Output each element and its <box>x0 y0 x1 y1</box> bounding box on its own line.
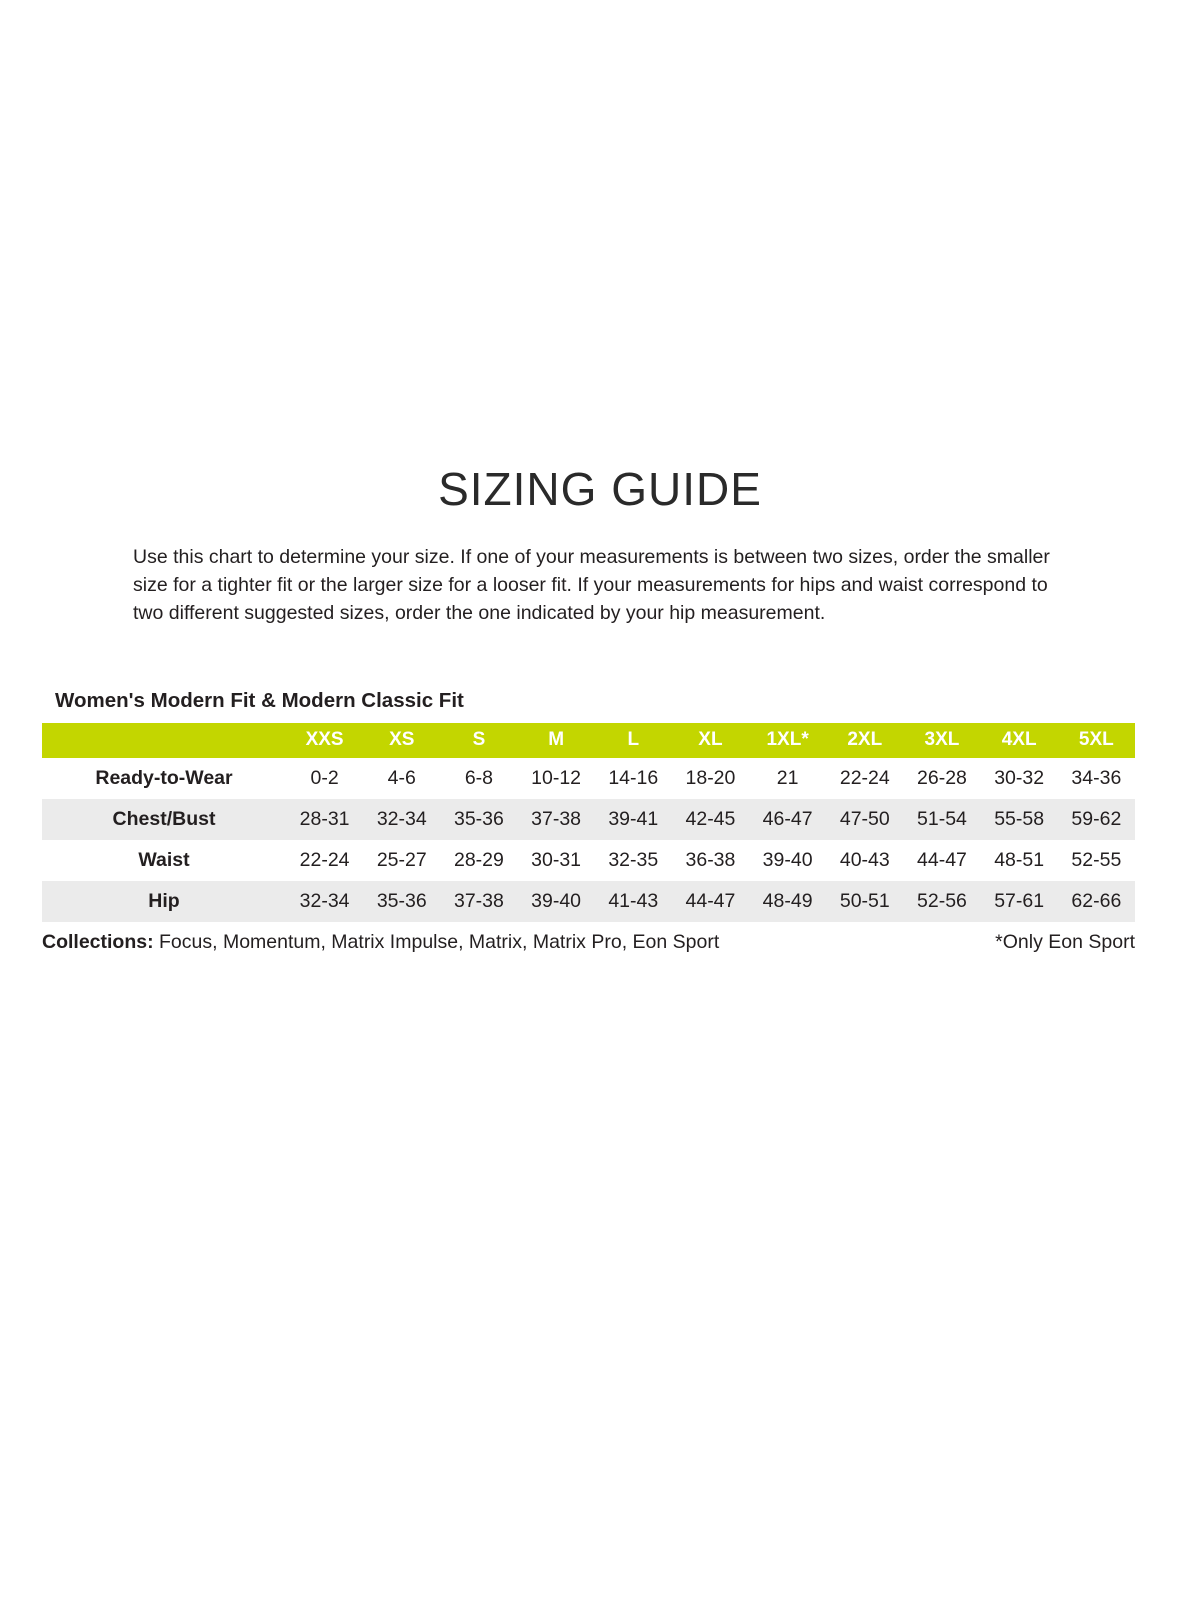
size-cell: 39-41 <box>608 807 659 830</box>
size-cell: 35-36 <box>376 889 427 912</box>
intro-text: Use this chart to determine your size. If one of your measurements is between two sizes, order the smaller size for a tighter fit or the larger size for a looser fit. If your measurements for hips and waist correspond to two different suggested sizes, order the one indicated by your hip measurement. <box>133 546 1050 624</box>
size-cell: 10-12 <box>531 766 582 789</box>
size-cell: 30-32 <box>994 766 1045 789</box>
row-label: Ready-to-Wear <box>95 766 233 789</box>
size-cell: 28-31 <box>299 807 350 830</box>
size-cell: 40-43 <box>839 848 890 871</box>
row-label: Waist <box>138 848 190 871</box>
size-table <box>42 723 1135 922</box>
size-cell: 57-61 <box>994 889 1045 912</box>
size-cell: 48-51 <box>994 848 1045 871</box>
size-cell: 32-35 <box>608 848 659 871</box>
size-cell: 30-31 <box>531 848 582 871</box>
size-table-header-row <box>42 723 1135 758</box>
size-cell: 48-49 <box>762 889 813 912</box>
size-column-header: S <box>440 723 517 758</box>
size-column-header: L <box>595 723 672 758</box>
table-row <box>42 881 1135 922</box>
size-cell: 62-66 <box>1071 889 1122 912</box>
size-column-header: 1XL* <box>749 723 826 758</box>
size-cell: 32-34 <box>376 807 427 830</box>
collections-row <box>42 931 1135 954</box>
size-cell: 55-58 <box>994 807 1045 830</box>
size-cell: 35-36 <box>453 807 504 830</box>
size-cell: 59-62 <box>1071 807 1122 830</box>
size-cell: 28-29 <box>453 848 504 871</box>
size-cell: 52-55 <box>1071 848 1122 871</box>
row-label: Chest/Bust <box>112 807 216 830</box>
size-cell: 4-6 <box>387 766 416 789</box>
size-column-header: 2XL <box>826 723 903 758</box>
size-cell: 37-38 <box>531 807 582 830</box>
size-cell: 36-38 <box>685 848 736 871</box>
size-cell: 47-50 <box>839 807 890 830</box>
size-cell: 42-45 <box>685 807 736 830</box>
size-cell: 32-34 <box>299 889 350 912</box>
size-cell: 46-47 <box>762 807 813 830</box>
size-cell: 51-54 <box>917 807 967 830</box>
page-title: SIZING GUIDE <box>438 463 762 515</box>
section-heading: Women's Modern Fit & Modern Classic Fit <box>55 689 464 712</box>
size-cell: 25-27 <box>376 848 427 871</box>
size-column-header: 5XL <box>1058 723 1135 758</box>
size-cell: 6-8 <box>464 766 494 789</box>
size-table-body <box>42 758 1135 922</box>
size-cell: 52-56 <box>917 889 967 912</box>
size-cell: 22-24 <box>299 848 350 871</box>
size-cell: 21 <box>776 766 799 789</box>
size-cell: 44-47 <box>917 848 967 871</box>
size-cell: 26-28 <box>917 766 967 789</box>
collections-list: Focus, Momentum, Matrix Impulse, Matrix, Matrix Pro, Eon Sport <box>153 930 720 953</box>
size-column-header: XL <box>672 723 749 758</box>
size-cell: 50-51 <box>839 889 890 912</box>
size-cell: 44-47 <box>685 889 736 912</box>
table-row <box>42 840 1135 881</box>
footnote: *Only Eon Sport <box>995 930 1135 953</box>
size-column-header: 4XL <box>981 723 1058 758</box>
size-column-header: XS <box>363 723 440 758</box>
size-cell: 0-2 <box>310 766 339 789</box>
size-cell: 22-24 <box>839 766 890 789</box>
size-cell: 39-40 <box>531 889 582 912</box>
size-column-header: XXS <box>286 723 363 758</box>
size-cell: 14-16 <box>608 766 659 789</box>
table-row <box>42 799 1135 840</box>
table-row <box>42 758 1135 799</box>
corner-cell <box>42 723 286 758</box>
size-column-header: M <box>518 723 595 758</box>
collections-label: Collections: <box>42 930 154 953</box>
size-cell: 34-36 <box>1071 766 1122 789</box>
size-cell: 18-20 <box>685 766 736 789</box>
size-cell: 39-40 <box>762 848 813 871</box>
collections-text <box>42 931 719 954</box>
size-cell: 37-38 <box>453 889 504 912</box>
size-cell: 41-43 <box>608 889 659 912</box>
size-column-header: 3XL <box>903 723 980 758</box>
row-label: Hip <box>148 889 180 912</box>
